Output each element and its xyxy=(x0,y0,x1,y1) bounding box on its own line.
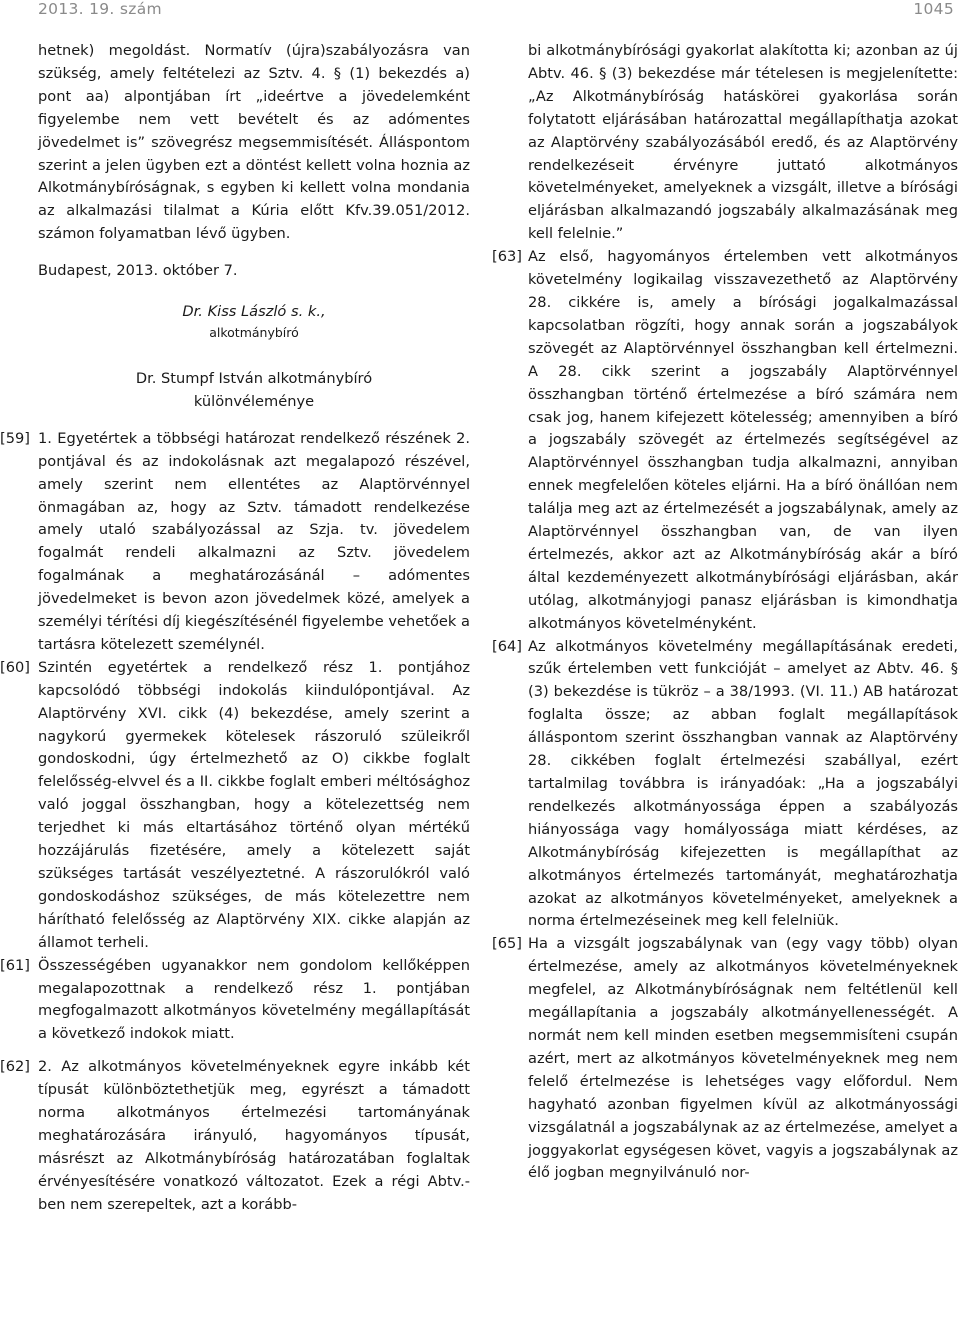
dissent-subtitle: különvéleménye xyxy=(193,392,315,410)
signature-role: alkotmánybíró xyxy=(209,324,299,340)
right-column xyxy=(492,40,958,1185)
paragraph-number: [64] xyxy=(492,637,522,655)
paragraph-64 xyxy=(492,636,958,934)
paragraph-59 xyxy=(0,428,470,657)
page-number: 1045 xyxy=(913,0,954,18)
paragraph-number: [59] xyxy=(0,429,30,447)
paragraph-number: [60] xyxy=(0,658,30,676)
right-intro-paragraph xyxy=(492,40,958,246)
paragraph-number: [63] xyxy=(492,248,522,266)
right-intro-text: bi alkotmánybírósági gyakorlat alakította ki; azonban az új Abtv. 46. § (3) bekezdése már tételesen is megjelenítette: „Az Alkotmánybíróság hatáskörei gyakorlása során folytatott eljárásában határozattal megállapíthatja azokat az Alaptörvény szabályozásából eredő, és az Alaptörvény rendelkezéseit érvényre juttató alkotmányos követelményeket, amelyeknek a vizsgált, illetve a bírósági eljárásban alkalmazandó jogszabály alkalmazásának meg kell felelnie.” xyxy=(528,42,958,243)
dissent-title: Dr. Stumpf István alkotmánybíró xyxy=(135,369,373,387)
paragraph-number: [61] xyxy=(0,956,30,974)
signature-name-text: Dr. Kiss László s. k., xyxy=(182,303,326,321)
paragraph-number: [65] xyxy=(492,935,522,953)
paragraph-number: [62] xyxy=(0,1058,30,1076)
paragraph-text: 1. Egyetértek a többségi határozat rendelkező részének 2. pontjával és az indokolásnak azt megalapozó részével, amely szerint nem ellentétes az Alaptörvénnyel önmagában az, hogy az Sztv. támadott rendelkezése amely utaló szabályozással az Szja. tv. jövedelem fogalmát rendeli alkalmazni az Sztv. jövedelem fogalmának a meghatározásánál – adómentes jövedelmeket is bevon azon jövedelmek közé, amelyek a személyi térítési díj kiegészítésénél figyelembe vehetőek a tartásra kötelezett személynél. xyxy=(38,429,470,653)
paragraph-text: Szintén egyetértek a rendelkező rész 1. pontjához kapcsolódó többségi indokolás kiindulópontjával. Az Alaptörvény XVI. cikk (4) bekezdése, amely szerint a nagykorú gyermekek kötelesek rászoruló szüleikről gondoskodni, úgy értelmezhető az O) cikkbe foglalt felelősség-elvvel és a II. cikkbe foglalt emberi méltósághoz való joggal összhangban, hogy a kötelezettség nem terjedhet ki más eltartásához történő olyan mértékű hozzájárulás fizetésére, amely a kötelezett saját szükséges tartását veszélyeztetné. A rászorulókról való gondoskodáshoz szükséges, de más kötelezettre nem hárítható felelősség az Alaptörvény XIX. cikke alapján az államot terheli. xyxy=(38,658,470,951)
paragraph-65 xyxy=(492,933,958,1185)
paragraph-text: 2. Az alkotmányos követelményeknek egyre inkább két típusát különböztethetjük meg, egyrészt a támadott norma alkotmányos értelmezési tartományának meghatározására irányuló, hagyományos típusát, másrészt az Alkotmánybíróság határozatában foglaltak érvényesítésére vonatkozó változatot. Ezek a régi Abtv.-ben nem szerepeltek, azt a korább- xyxy=(38,1058,470,1213)
dissent-heading xyxy=(0,368,470,414)
paragraph-61 xyxy=(0,955,470,1047)
left-column xyxy=(0,40,470,1217)
issue-label: 2013. 19. szám xyxy=(38,0,162,18)
paragraph-text: Az alkotmányos követelmény megállapításának eredeti, szűk értelemben vett funkcióját – amelyet az Abtv. 46. § (3) bekezdése is tükröz – a 38/1993. (VI. 11.) AB határozat foglalta össze; az abban foglalt megállapítások álláspontom szerint összhangban vannak az Alaptörvény 28. cikkében foglalt értelmezési szabállyal, ezért tartalmilag továbbra is irányadóak: „Ha a jogszabályi rendelkezés alkotmányossága éppen a szabályozás hiányossága vagy homályossága miatt kérdéses, az Alkotmánybíróság kifejezetten is megállapíthat az alkotmányos értelmezés tartományát, meghatározhatja azokat az alkotmányos követelményeket, amelyeknek a norma értelmezéseinek meg kell felelniük. xyxy=(528,637,958,930)
page-header xyxy=(0,0,960,22)
paragraph-text: Összességében ugyanakkor nem gondolom kellőképpen megalapozottnak a rendelkező rész 1. pontjában megfogalmazott alkotmányos követelmény megállapítását a következő indokok miatt. xyxy=(38,956,470,1043)
paragraph-63 xyxy=(492,246,958,635)
paragraph-62 xyxy=(0,1056,470,1216)
paragraph-text: Ha a vizsgált jogszabálynak van (egy vagy több) olyan értelmezése, amely az alkotmányos követelményeknek megfelel, az Alkotmánybíróságnak nem feltétlenül kell megállapítania a jogszabály alkotmányellenességét. A normát nem kell minden esetben megsemmisíteni csupán azért, mert az alkotmányos követelményeknek meg nem felelő értelmezése is lehetséges vagy előfordul. Nem hagyható azonban figyelmen kívül az alkotmányossági vizsgálatnál a jogszabálynak az az értelmezése, amelyet a joggyakorlat egységesen követ, vagyis a jogszabálynak az élő jogban megnyilvánuló nor- xyxy=(528,935,958,1182)
place-date: Budapest, 2013. október 7. xyxy=(38,262,238,280)
intro-text: hetnek) megoldást. Normatív (újra)szabályozásra van szükség, amely feltételezi az Sztv. 4. § (1) bekezdés a) pont aa) alpontjában írt „ideértve a jövedelemként figyelembe nem vett bevételt és az adómentes jövedelmet is” szövegrész megsemmisítését. Álláspontom szerint a jelen ügyben ezt a döntést kellett volna hoznia az Alkotmánybíróságnak, s egyben ki kellett volna mondania az alkalmazási tilalmat a Kúria előtt Kfv.39.051/2012. számon folyamatban lévő ügyben. xyxy=(38,42,470,243)
signature-name xyxy=(0,301,470,324)
paragraph-60 xyxy=(0,657,470,955)
intro-paragraph xyxy=(0,40,470,246)
paragraph-text: Az első, hagyományos értelemben vett alkotmányos követelmény logikailag visszavezethető az Alaptörvény 28. cikkére is, amely a bírósági jogalkalmazással kapcsolatban rögzíti, hogy annak során a jogszabályok szövegét az Alaptörvénnyel összhangban kell értelmezni. A 28. cikk szerint a jogszabály Alaptörvénnyel összhangban történő értelmezése a bíró számára nem csak jog, hanem kifejezett kötelesség; amennyiben a bíró a jogszabály szövegét az értelmezés segítségével az Alaptörvénnyel összhangban tudja alkalmazni, annyiban ennek megfelelően köteles eljárni. Ha a bíró önállóan nem találja meg azt az értelmezését a jogszabálynak, amely az Alaptörvénnyel összhangban van, de van ilyen értelmezés, akkor azt az Alkotmánybíróság akár a bíró által kezdeményezett alkotmánybírósági eljárásban, akár utólag, alkotmányjogi panasz eljárásban is kimondhatja alkotmányos követelményként. xyxy=(528,248,958,632)
